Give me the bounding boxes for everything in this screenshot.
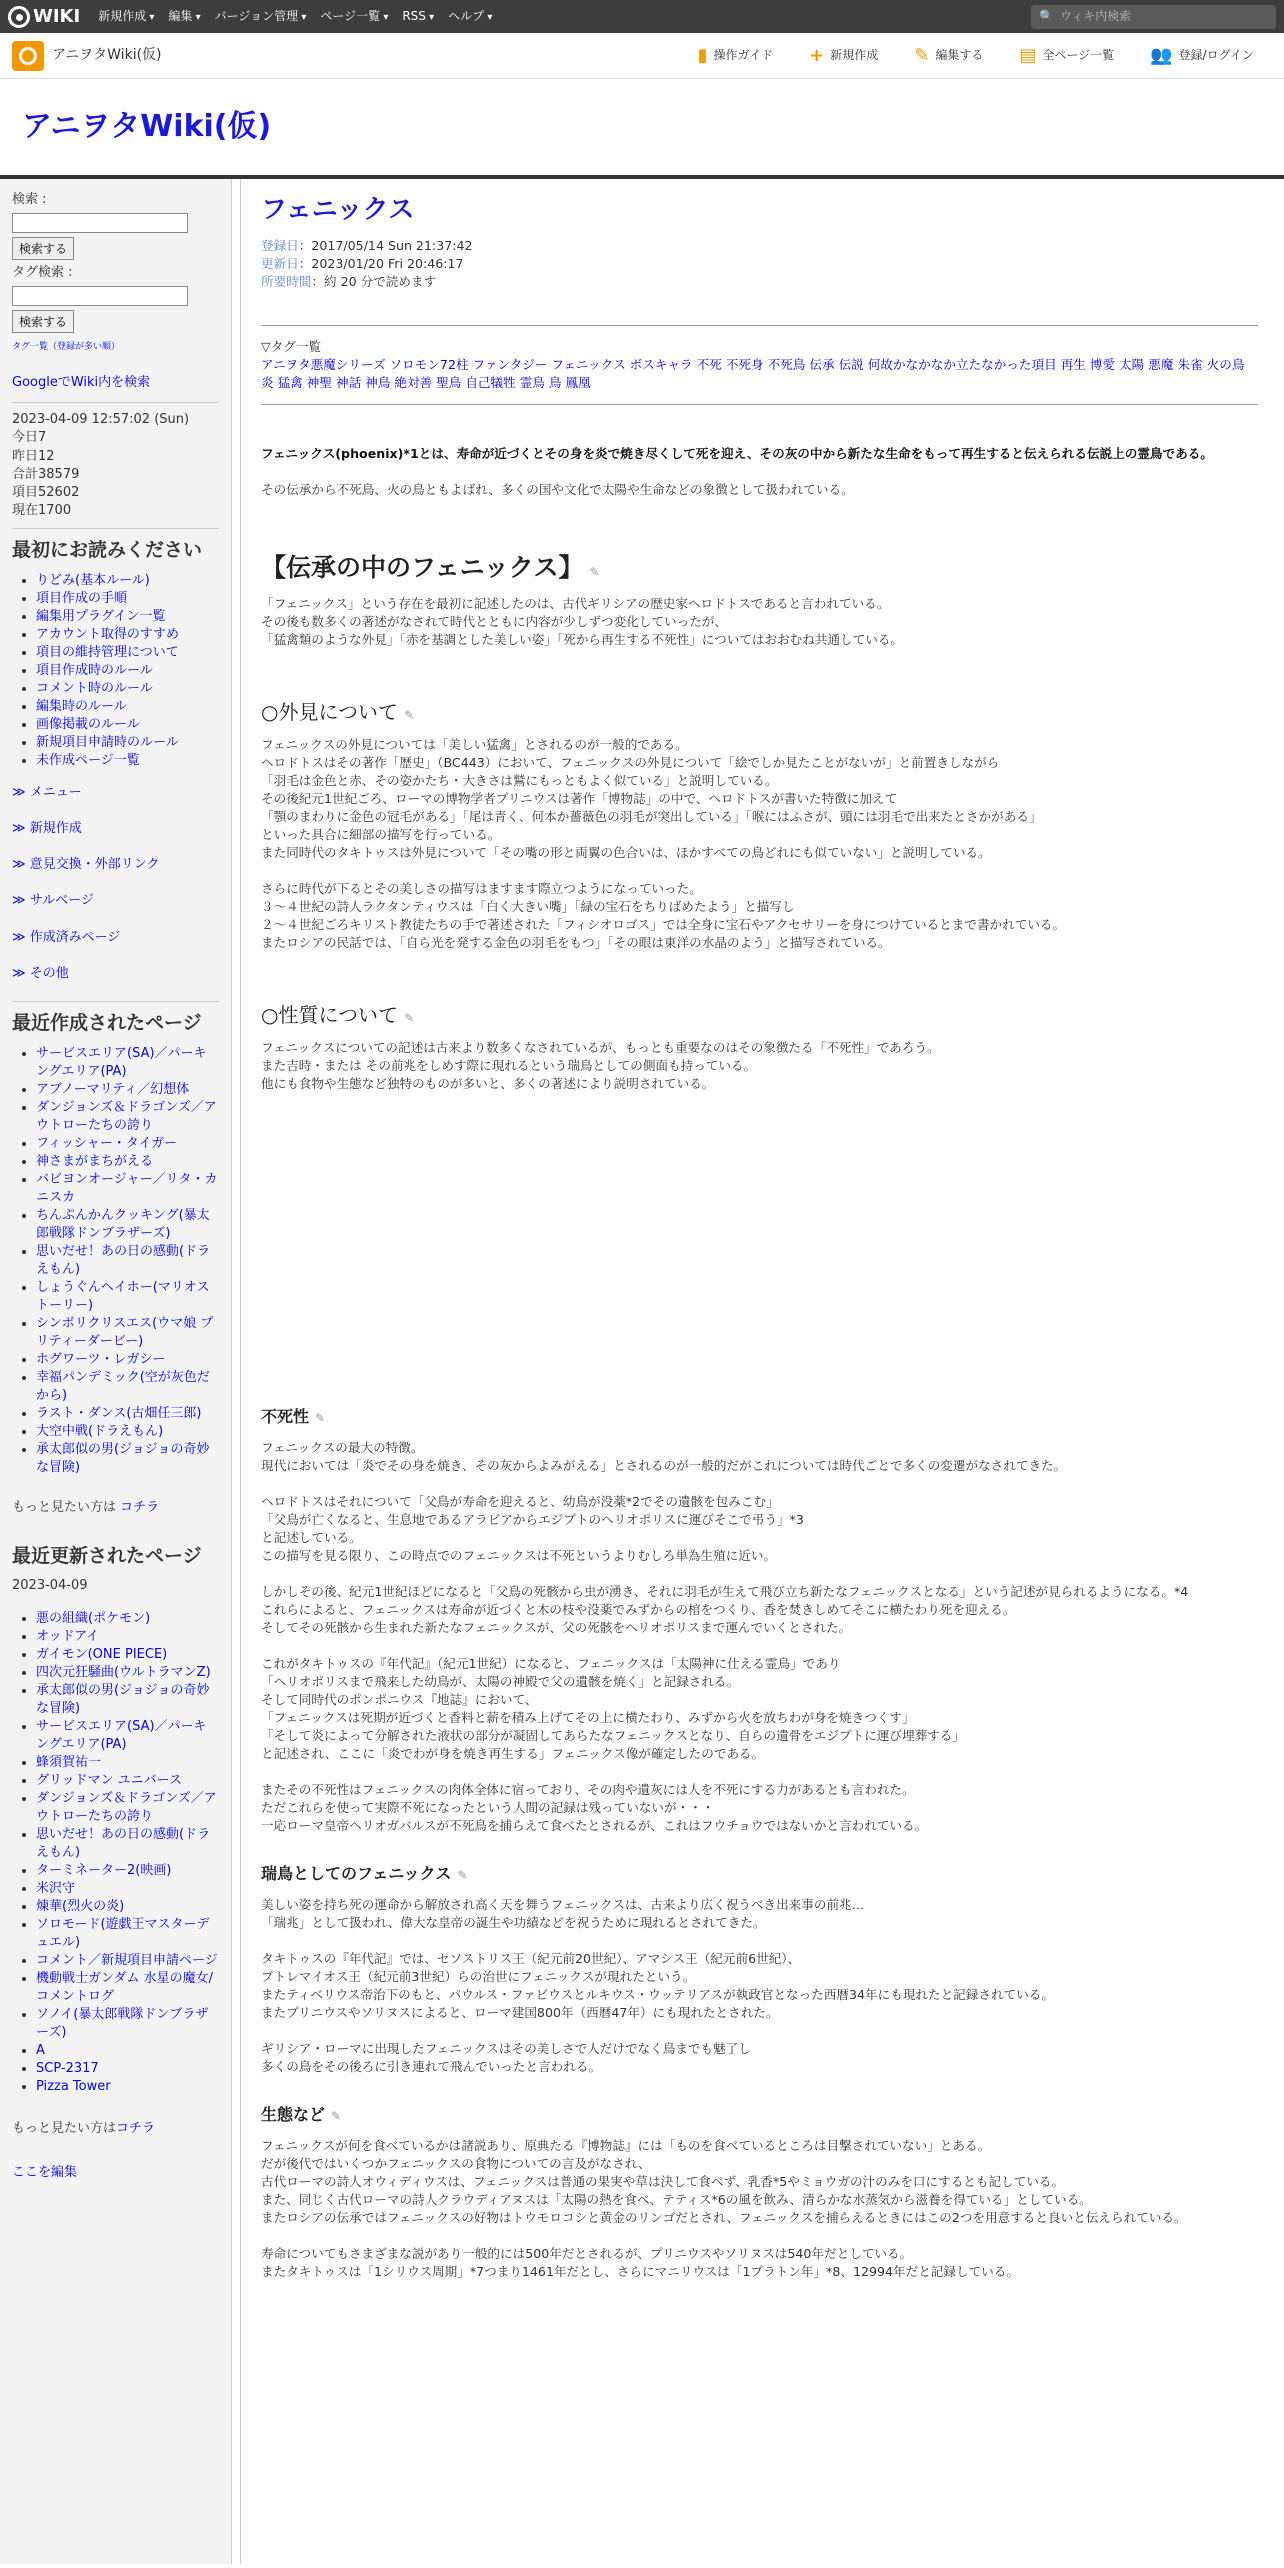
- stat-line: 2023-04-09 12:57:02 (Sun): [12, 412, 190, 428]
- list-link[interactable]: Pizza Tower: [36, 2078, 111, 2094]
- text-line: さらに時代が下るとその美しさの描写はますます際立つようになっていった。: [261, 881, 702, 896]
- intro-paragraph: フェニックス(phoenix)*1とは、寿命が近づくとその身を炎で焼き尽くして死を迎え、その灰の中から新たな生命をもって再生すると伝えられる伝説上の霊鳥である。: [261, 446, 1213, 461]
- top-menu-item[interactable]: ヘルプ ▾: [448, 8, 492, 25]
- text-line: またその不死性はフェニックスの肉体全体に宿っており、その肉や遺灰には人を不死にする力があるとも言われた。: [261, 1782, 915, 1797]
- list-item: [36, 698, 219, 716]
- stat-line: 現在1700: [12, 503, 72, 519]
- list-item: [36, 1207, 219, 1243]
- text-line: しかしその後、紀元1世紀ほどになると「父鳥の死骸から虫が湧き、それに羽毛が生えて飛び立ち新たなフェニックスとなる」という記述が見られるようになる。*4: [261, 1584, 1189, 1599]
- section-nature-heading: ○性質について ✎: [261, 1003, 415, 1027]
- section-nature: [261, 1039, 1258, 1093]
- search-placeholder: ウィキ内検索: [1059, 9, 1132, 24]
- list-link[interactable]: しょうぐんヘイホー(マリオストーリー): [36, 1279, 210, 1313]
- list-item: [36, 1369, 219, 1405]
- tool-link[interactable]: [1001, 43, 1132, 68]
- list-item: [36, 1315, 219, 1351]
- text-line: といった具合に細部の描写を行っている。: [261, 827, 501, 842]
- list-item: [36, 680, 219, 698]
- list-item: [36, 1153, 219, 1171]
- text-line: これがタキトゥスの『年代記』（紀元1世紀）になると、フェニックスは「太陽神に仕える霊鳥」であり: [261, 1656, 841, 1671]
- tool-label: 登録/ログイン: [1178, 48, 1254, 63]
- blank-line: [261, 2227, 1258, 2245]
- google-search-link[interactable]: GoogleでWiki内を検索: [12, 374, 151, 390]
- page-title: フェニックス: [261, 195, 415, 225]
- list-link[interactable]: サービスエリア(SA)／パーキングエリア(PA): [36, 1045, 207, 1079]
- list-link[interactable]: オッドアイ: [36, 1628, 100, 1644]
- tool-label: 全ページ一覧: [1042, 48, 1115, 63]
- blank-line: [261, 1763, 1258, 1781]
- list-link[interactable]: 機動戦士ガンダム 水星の魔女/コメントログ: [36, 1970, 213, 2004]
- recent-updated-list: [12, 1610, 219, 2096]
- text-line: そして同時代のポンポニウス『地誌』において、: [261, 1692, 538, 1707]
- text-line: また同時代のタキトゥスは外見について「その嘴の形と両翼の色合いは、ほかすべての鳥どれにも似ていない」と説明している。: [261, 845, 991, 860]
- upd-label: 更新日: [261, 256, 299, 271]
- list-item: [36, 1279, 219, 1315]
- list-item: [36, 2042, 219, 2060]
- list-item: [36, 1682, 219, 1718]
- wiki-header: [0, 79, 1284, 179]
- tool-label: 操作ガイド: [713, 48, 774, 63]
- first-read-heading: 最初にお読みください: [12, 539, 203, 562]
- list-item: [36, 1826, 219, 1862]
- list-link[interactable]: バビヨンオージャー／リタ・カニスカ: [36, 1171, 218, 1205]
- list-link[interactable]: ガイモン(ONE PIECE): [36, 1646, 168, 1662]
- text-line: フェニックスが何を食べているかは諸説あり、原典たる『博物誌』には「ものを食べているところは目撃されていない」とある。: [261, 2138, 991, 2153]
- list-link[interactable]: 思いだせ！あの日の感動(ドラえもん): [36, 1826, 211, 1860]
- list-item: [36, 1862, 219, 1880]
- search-icon: 🔍: [1039, 9, 1054, 24]
- list-link[interactable]: ターミネーター2(映画): [36, 1862, 172, 1878]
- list-item: [36, 644, 219, 662]
- list-link[interactable]: 幸福パンデミック(空が灰色だから): [36, 1369, 210, 1403]
- text-line: 「父鳥が亡くなると、生息地であるアラビアからエジプトのヘリオポリスに運びそこで弔う」*3: [261, 1512, 804, 1527]
- list-link[interactable]: SCP-2317: [36, 2060, 99, 2076]
- blank-line: [261, 1475, 1258, 1493]
- list-link[interactable]: ホグワーツ・レガシー: [36, 1351, 166, 1367]
- more-text: もっと見たい方は: [12, 1499, 121, 1515]
- first-read-list: [12, 572, 219, 770]
- recent-updated-heading: 最近更新されたページ: [12, 1544, 202, 1567]
- tool-link[interactable]: [896, 43, 1001, 68]
- top-navbar: [0, 0, 1284, 33]
- blank-line: [261, 1565, 1258, 1583]
- list-link[interactable]: 編集時のルール: [36, 698, 127, 714]
- list-item: [36, 1664, 219, 1682]
- text-line: その後も数多くの著述がなされて時代とともに内容が少しずつ変化していったが、: [261, 614, 727, 629]
- tool-label: 編集する: [935, 48, 984, 63]
- list-item: [36, 2078, 219, 2096]
- text-line: またタキトゥスは「1シリウス周期」*7つまり1461年だとし、さらにマニリウスは「1プラトン年」*8、12994年だと記録している。: [261, 2264, 1019, 2279]
- list-item: [36, 734, 219, 752]
- list-item: [36, 1441, 219, 1477]
- sub-navbar: [0, 33, 1284, 79]
- text-line: 古代ローマの詩人オウィディウスは、フェニックスは普通の果実や草は決して食べず、乳香*5やミョウガの汁のみを口にするとも記している。: [261, 2174, 1065, 2189]
- text-line: だが後代ではいくつかフェニックスの食物についての言及がなされ、: [261, 2156, 651, 2171]
- list-item: [36, 1423, 219, 1441]
- blank-line: [261, 1637, 1258, 1655]
- list-item: [36, 1405, 219, 1423]
- list-item: [36, 1628, 219, 1646]
- text-line: ただこれらを使って実際不死になったという人間の記録は残っていないが・・・: [261, 1800, 715, 1815]
- list-link[interactable]: 蜂須賀祐一: [36, 1754, 102, 1770]
- text-line: と記述している。: [261, 1530, 362, 1545]
- text-line: 寿命についてもさまざまな説があり一般的には500年だとされるが、プリニウスやソリヌスは540年だとしている。: [261, 2246, 913, 2261]
- top-menu: [98, 8, 492, 25]
- tool-link[interactable]: [791, 43, 896, 68]
- blank-line: [261, 1932, 1258, 1950]
- sidebar: [0, 179, 232, 2564]
- edit-icon[interactable]: ✎: [404, 708, 415, 722]
- list-link[interactable]: 画像掲載のルール: [36, 716, 140, 732]
- list-link[interactable]: ちんぷんかんクッキング(暴太郎戦隊ドンブラザーズ): [36, 1207, 210, 1241]
- blank-line: [261, 2022, 1258, 2040]
- list-item: [36, 1916, 219, 1952]
- list-item: [36, 1646, 219, 1664]
- search-label: 検索 :: [12, 192, 47, 207]
- sidebar-search-button[interactable]: 検索する: [12, 237, 74, 260]
- wiki-icon[interactable]: [12, 41, 44, 71]
- stat-line: 項目52602: [12, 484, 80, 500]
- wiki-title[interactable]: アニヲタWiki(仮): [22, 109, 272, 144]
- text-line: その後紀元1世紀ごろ、ローマの博物学者プリニウスは著作「博物誌」の中で、ヘロドトスが書いた特徴に加えて: [261, 791, 898, 806]
- section-appearance: [261, 736, 1258, 952]
- text-line: またティベリウス帝治下のもと、パウルス・ファビウスとルキウス・ウッテリアスが執政官となった西暦34年にも現れたと記録されている。: [261, 1987, 1054, 2002]
- top-menu-item[interactable]: 編集 ▾: [168, 8, 200, 25]
- blank-line: [261, 862, 1258, 880]
- list-link[interactable]: 編集用プラグイン一覧: [36, 608, 166, 624]
- list-item: [36, 1135, 219, 1153]
- edit-icon[interactable]: ✎: [589, 565, 600, 579]
- tag-links[interactable]: アニヲタ悪魔シリーズ ソロモン72柱 ファンタジー フェニックス ボスキャラ 不死 不死身 不死鳥 伝承 伝説 何故かなかなか立たなかった項目 再生 博愛 太陽 悪魔 朱雀 火の鳥 炎 猛禽 神聖 神話 神鳥 絶対善 聖鳥 自己犠牲 霊鳥 鳥 鳳凰: [261, 357, 1245, 390]
- top-menu-item[interactable]: RSS ▾: [402, 8, 434, 25]
- list-link[interactable]: ダンジョンズ＆ドラゴンズ／アウトローたちの誇り: [36, 1099, 217, 1133]
- text-line: 「瑞兆」として扱われ、偉大な皇帝の誕生や功績などを祝うために現れるとされてきた。: [261, 1915, 766, 1930]
- list-link[interactable]: 煉華(烈火の炎): [36, 1898, 125, 1914]
- list-item: [36, 608, 219, 626]
- edit-icon[interactable]: ✎: [457, 1868, 468, 1882]
- edit-icon[interactable]: ✎: [315, 1411, 326, 1425]
- edit-icon[interactable]: ✎: [331, 2109, 342, 2123]
- text-line: また吉時・または その前兆をしめす際に現れるという瑞鳥としての側面も持っている。: [261, 1058, 757, 1073]
- list-link[interactable]: アカウント取得のすすめ: [36, 626, 180, 642]
- intro-paragraph-2: その伝承から不死鳥、火の鳥ともよばれ、多くの国や文化で太陽や生命などの象徴として扱われている。: [261, 482, 854, 497]
- list-item: [36, 752, 219, 770]
- wiki-logo[interactable]: [8, 4, 80, 29]
- tool-label: 新規作成: [830, 48, 879, 63]
- list-link[interactable]: フィッシャー・タイガー: [36, 1135, 178, 1151]
- text-line: タキトゥスの『年代記』では、セソストリス王（紀元前20世紀）、アマシス王（紀元前6世紀）、: [261, 1951, 801, 1966]
- list-item: [36, 1970, 219, 2006]
- list-link[interactable]: 神さまがまちがえる: [36, 1153, 154, 1169]
- section-legend-heading: 【伝承の中のフェニックス】 ✎: [261, 553, 600, 582]
- logo-text: WIKI: [33, 5, 81, 27]
- list-link[interactable]: ダンジョンズ＆ドラゴンズ／アウトローたちの誇り: [36, 1790, 217, 1824]
- section-auspicious-heading: 瑞鳥としてのフェニックス ✎: [261, 1864, 468, 1883]
- text-line: 「フェニックス」という存在を最初に記述したのは、古代ギリシアの歴史家ヘロドトスであると言われている。: [261, 596, 890, 611]
- sidebar-menu-link[interactable]: ≫ 作成済みページ: [12, 929, 121, 945]
- sidebar-search-input[interactable]: [12, 213, 188, 233]
- more-link-2[interactable]: コチラ: [116, 2120, 156, 2136]
- sidebar-menu-link[interactable]: ≫ 新規作成: [12, 821, 82, 837]
- tag-list-link[interactable]: タグ一覧（登録が多い順）: [12, 342, 121, 353]
- list-link[interactable]: 未作成ページ一覧: [36, 752, 140, 768]
- sidebar-menu-link[interactable]: ≫ メニュー: [12, 784, 82, 800]
- text-line: そしてその死骸から生まれた新たなフェニックスが、父の死骸をヘリオポリスまで運んでいくとされた。: [261, 1620, 852, 1635]
- list-item: [36, 1754, 219, 1772]
- list-link[interactable]: 項目作成時のルール: [36, 662, 153, 678]
- tag-search-input[interactable]: [12, 286, 188, 306]
- stat-line: 昨日12: [12, 448, 55, 464]
- text-line: ２～４世紀ごろキリスト教徒たちの手で著述された「フィシオロゴス」では全身に宝石やアクセサリーを身につけているとまで書かれている。: [261, 917, 1066, 932]
- more-text-2: もっと見たい方は: [12, 2120, 117, 2136]
- list-link[interactable]: ソノイ(暴太郎戦隊ドンブラザーズ): [36, 2006, 209, 2040]
- text-line: 現代においては「炎でその身を焼き、その灰からよみがえる」とされるのが一般的だがこれについては時代ごとで多くの変遷がなされてきた。: [261, 1458, 1067, 1473]
- more-link[interactable]: コチラ: [120, 1499, 160, 1515]
- text-line: フェニックスについての記述は古来より数多くなされているが、もっとも重要なのはその象徴たる「不死性」であろう。: [261, 1040, 940, 1055]
- list-item: [36, 1952, 219, 1970]
- list-link[interactable]: ラスト・ダンス(古畑任三郎): [36, 1405, 202, 1421]
- recent-created-list: [12, 1045, 219, 1477]
- list-item: [36, 1243, 219, 1279]
- text-line: と記述され、ここに「炎でわが身を焼き再生する」フェニックス像が確定したのである。: [261, 1746, 765, 1761]
- list-item: [36, 1772, 219, 1790]
- list-link[interactable]: 悪の組織(ポケモン): [36, 1610, 151, 1626]
- list-item: [36, 1045, 219, 1081]
- list-link[interactable]: コメント／新規項目申請ページ: [36, 1952, 218, 1968]
- sidebar-menu-link[interactable]: ≫ サルベージ: [12, 893, 94, 909]
- list-item: [36, 626, 219, 644]
- stat-line: 今日7: [12, 430, 47, 446]
- top-menu-item[interactable]: バージョン管理 ▾: [215, 8, 307, 25]
- edit-icon[interactable]: ✎: [404, 1011, 415, 1025]
- list-item: [36, 1898, 219, 1916]
- list-link[interactable]: 承太郎似の男(ジョジョの奇妙な冒険): [36, 1682, 210, 1716]
- text-line: 「羽毛は金色と赤、その姿かたち・大きさは鷲にもっともよく似ている」と説明している。: [261, 773, 778, 788]
- sidebar-menus: [12, 784, 219, 983]
- list-link[interactable]: 承太郎似の男(ジョジョの奇妙な冒険): [36, 1441, 210, 1475]
- tag-search-label: タグ検索 :: [12, 265, 73, 281]
- list-item: [36, 2006, 219, 2042]
- reg-date: ：2017/05/14 Sun 21:37:42: [298, 238, 473, 253]
- list-item: [36, 1081, 219, 1099]
- stat-line: 合計38579: [12, 466, 80, 482]
- list-link[interactable]: 四次元狂騒曲(ウルトラマンZ): [36, 1664, 211, 1680]
- tool-icon: +: [809, 44, 825, 66]
- list-item: [36, 1718, 219, 1754]
- list-link[interactable]: 項目作成の手順: [36, 590, 128, 606]
- list-item: [36, 572, 219, 590]
- text-line: 「そして炎によって分解された液状の部分が凝固してあらたなフェニックスとなり、自らの遺骨をエジプトに運び埋葬する」: [261, 1728, 965, 1743]
- sidebar-menu-link[interactable]: ≫ 意見交換・外部リンク: [12, 857, 160, 873]
- wiki-name-link[interactable]: アニヲタWiki(仮): [52, 46, 162, 63]
- text-line: ヘロドトスはそれについて「父鳥が寿命を迎えると、幼鳥が没薬*2でその遺骸を包みこむ」: [261, 1494, 779, 1509]
- list-item: [36, 1351, 219, 1369]
- list-link[interactable]: 思いだせ！あの日の感動(ドラえもん): [36, 1243, 211, 1277]
- list-item: [36, 662, 219, 680]
- tool-icon: ▤: [1019, 44, 1037, 66]
- list-link[interactable]: コメント時のルール: [36, 680, 153, 696]
- list-item: [36, 716, 219, 734]
- text-line: 「猛禽類のような外見」「赤を基調とした美しい姿」「死から再生する不死性」についてはおおむね共通している。: [261, 632, 904, 647]
- tool-icon: 👥: [1150, 44, 1173, 66]
- list-link[interactable]: 大空中戦(ドラえもん): [36, 1423, 164, 1439]
- list-item: [36, 590, 219, 608]
- list-link[interactable]: A: [36, 2042, 45, 2058]
- at-logo-icon: [8, 6, 30, 28]
- list-item: [36, 1610, 219, 1628]
- text-line: これらによると、フェニックスは寿命が近づくと木の枝や没薬でみずからの棺をつくり、香を焚きしめてそこに横たわり死を迎える。: [261, 1602, 1016, 1617]
- upd-date: ：2023/01/20 Fri 20:46:17: [298, 256, 464, 271]
- list-item: [36, 1099, 219, 1135]
- tool-link[interactable]: [680, 43, 792, 68]
- tool-icon: ✎: [914, 44, 930, 66]
- wiki-search-input[interactable]: [1031, 5, 1276, 29]
- list-link[interactable]: グリッドマン ユニバース: [36, 1772, 182, 1788]
- updated-date: 2023-04-09: [12, 1578, 88, 1594]
- list-link[interactable]: 項目の維持管理について: [36, 644, 179, 660]
- sidebar-menu-link[interactable]: ≫ その他: [12, 965, 69, 981]
- text-line: ３～４世紀の詩人ラクタンティウスは「白く大きい嘴」「緑の宝石をちりばめたよう」と描写し: [261, 899, 795, 914]
- list-item: [36, 2060, 219, 2078]
- text-line: 他にも食物や生態など独特のものが多いと、多くの著述により説明されている。: [261, 1076, 715, 1091]
- list-link[interactable]: ソロモード(遊戯王マスターデュエル): [36, 1916, 210, 1950]
- top-menu-item[interactable]: 新規作成 ▾: [98, 8, 154, 25]
- top-menu-item[interactable]: ページ一覧 ▾: [320, 8, 388, 25]
- tag-search-button[interactable]: 検索する: [12, 310, 74, 333]
- text-line: ヘロドトスはその著作「歴史」（BC443）において、フェニックスの外見について「絵でしか見たことがないが」と前置きしながら: [261, 755, 1000, 770]
- text-line: またロシアの民話では、「自ら光を発する金色の羽毛をもつ」「その眼は東洋の水晶のよう」と描写されている。: [261, 935, 891, 950]
- text-line: 多くの鳥をその後ろに引き連れて飛んでいったと言われる。: [261, 2059, 602, 2074]
- section-appearance-heading: ○外見について ✎: [261, 700, 415, 724]
- tag-toggle[interactable]: ▽タグ一覧: [261, 339, 322, 354]
- recent-created-heading: 最近作成されたページ: [12, 1012, 202, 1034]
- text-line: プトレマイオス王（紀元前3世紀）らの治世にフェニックスが現れたという。: [261, 1969, 696, 1984]
- list-item: [36, 1790, 219, 1826]
- tool-icon: ▮: [697, 44, 708, 66]
- text-line: またプリニウスやソリヌスによると、ローマ建国800年（西暦47年）にも現れたとされた。: [261, 2005, 779, 2020]
- text-line: この描写を見る限り、この時点でのフェニックスは不死というよりむしろ単為生殖に近い。: [261, 1548, 777, 1563]
- list-link[interactable]: 米沢守: [36, 1880, 76, 1896]
- section-immortality: [261, 1439, 1258, 1835]
- read-time: ：約 20 分で読めます: [311, 274, 437, 289]
- reg-label: 登録日: [261, 238, 299, 253]
- list-link[interactable]: サービスエリア(SA)／パーキングエリア(PA): [36, 1718, 207, 1752]
- tool-link[interactable]: [1132, 43, 1272, 68]
- ad-space: [261, 1093, 1258, 1378]
- text-line: ギリシア・ローマに出現したフェニックスはその美しさで人だけでなく鳥までも魅了し: [261, 2041, 751, 2056]
- list-item: [36, 1880, 219, 1898]
- text-line: 「フェニックスは死期が近づくと香料と薪を積み上げてその上に横たわり、みずから火を放ちわが身を焼きつくす」: [261, 1710, 915, 1725]
- text-line: またロシアの伝承ではフェニックスの好物はトウモロコシと黄金のリンゴだとされ、フェニックスを捕らえるときにはこの2つを用意すると良いと伝えられている。: [261, 2210, 1187, 2225]
- list-link[interactable]: アブノーマリティ／幻想体: [36, 1081, 190, 1097]
- text-line: 美しい姿を持ち死の運命から解放され高く天を舞うフェニックスは、古来より広く祝うべき出来事の前兆…: [261, 1897, 865, 1912]
- section-ecology-heading: 生態など ✎: [261, 2105, 342, 2124]
- text-line: フェニックスの最大の特徴。: [261, 1440, 424, 1455]
- text-line: フェニックスの外見については「美しい猛禽」とされるのが一般的である。: [261, 737, 688, 752]
- section-auspicious: [261, 1896, 1258, 2076]
- list-item: [36, 1171, 219, 1207]
- section-legend: [261, 595, 1258, 649]
- text-line: 「ヘリオポリスまで飛来した幼鳥が、太陽の神殿で父の遺骸を焼く」と記録される。: [261, 1674, 740, 1689]
- article: [241, 179, 1284, 2564]
- section-ecology: [261, 2137, 1258, 2281]
- text-line: 「顎のまわりに金色の冠毛がある」「尾は青く、何本か薔薇色の羽毛が突出している」「喉にはふさが、頭には羽毛で出来たとさかがある」: [261, 809, 1042, 824]
- list-link[interactable]: りどみ(基本ルール): [36, 572, 150, 588]
- access-stats: [12, 411, 219, 520]
- list-link[interactable]: シンボリクリスエス(ウマ娘 プリティーダービー): [36, 1315, 214, 1349]
- text-line: 一応ローマ皇帝ヘリオガバルスが不死鳥を捕らえて食べたとされるが、これはフウチョウではないかと言われている。: [261, 1818, 928, 1833]
- section-immortality-heading: 不死性 ✎: [261, 1407, 326, 1426]
- tool-links: [680, 43, 1272, 68]
- text-line: また、同じく古代ローマの詩人クラウディアヌスは「太陽の熱を食べ、テティス*6の風を飲み、清らかな水蒸気から滋養を得ている」としている。: [261, 2192, 1092, 2207]
- list-link[interactable]: 新規項目申請時のルール: [36, 734, 179, 750]
- edit-sidebar-link[interactable]: ここを編集: [12, 2164, 78, 2180]
- time-label: 所要時間: [261, 274, 312, 289]
